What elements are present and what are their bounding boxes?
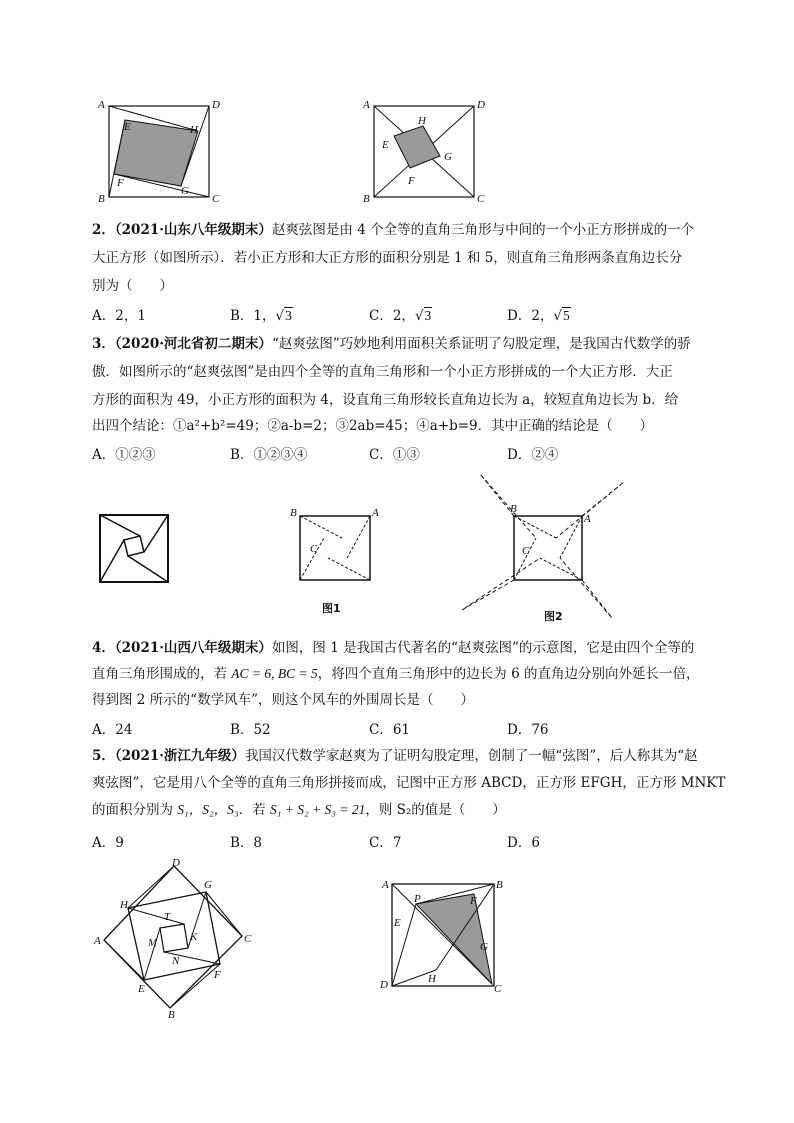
label-E: E bbox=[394, 917, 401, 929]
q5-option-b[interactable]: B．8 bbox=[230, 835, 263, 851]
fig2-label-B: B bbox=[510, 503, 517, 515]
label-A: A bbox=[382, 879, 389, 891]
q2-option-d[interactable]: D．2，√5 bbox=[507, 308, 570, 324]
q5-options bbox=[92, 831, 712, 851]
q3-option-c[interactable]: C．①③ bbox=[369, 447, 420, 463]
label-A: A bbox=[94, 935, 101, 947]
q2-line-1 bbox=[92, 220, 712, 240]
q3-option-b[interactable]: B．①②③④ bbox=[230, 447, 308, 463]
q3-line-2: 傲．如图所示的“赵爽弦图”是由四个全等的直角三角形和一个小正方形拼成的一个大正方形．大正 bbox=[92, 364, 673, 380]
q4-option-d[interactable]: D．76 bbox=[507, 722, 549, 738]
fig2-label-C: C bbox=[522, 545, 530, 557]
label-G: G bbox=[444, 151, 452, 163]
label-G: G bbox=[181, 185, 189, 197]
q5-option-c[interactable]: C．7 bbox=[369, 835, 402, 851]
q4-options bbox=[92, 718, 712, 738]
fig2-caption: 图2 bbox=[544, 610, 563, 623]
q3-number: 3． bbox=[92, 336, 115, 352]
q4-source: （2021·山西八年级期末） bbox=[114, 640, 272, 656]
q5-text: 我国汉代数学家赵爽为了证明勾股定理，创制了一幅“弦图”，后人称其为“赵 bbox=[244, 748, 698, 764]
label-F: F bbox=[214, 969, 221, 981]
label-P: P bbox=[414, 893, 421, 905]
label-K: K bbox=[190, 931, 198, 943]
label-H: H bbox=[428, 973, 436, 985]
q4-text: 如图，图 1 是我国古代著名的“赵爽弦图”的示意图，它是由四个全等的 bbox=[271, 640, 695, 656]
q3-option-a[interactable]: A．①②③ bbox=[92, 447, 156, 463]
q3-option-d[interactable]: D．②④ bbox=[507, 447, 559, 463]
label-B: B bbox=[168, 1009, 175, 1021]
fig1-label-A: A bbox=[372, 507, 379, 519]
q3-options bbox=[92, 443, 712, 463]
fig1-label-C: C bbox=[310, 543, 318, 555]
q4-line-3: 得到图 2 所示的“数学风车”，则这个风车的外围周长是（ ） bbox=[92, 692, 474, 708]
q5-number: 5． bbox=[92, 748, 115, 764]
label-C: C bbox=[212, 193, 220, 205]
label-A: A bbox=[98, 99, 105, 111]
q4-number: 4． bbox=[92, 640, 115, 656]
q3-line-3: 方形的面积为 49，小正方形的面积为 4，设直角三角形较长直角边长为 a，较短直角边长为 b．给 bbox=[92, 392, 679, 408]
label-E: E bbox=[138, 983, 145, 995]
figure-q4-fig2 bbox=[452, 470, 632, 622]
label-E: E bbox=[124, 121, 131, 133]
q3-source: （2020·河北省初二期末） bbox=[114, 336, 272, 352]
label-C: C bbox=[244, 933, 252, 945]
label-D: D bbox=[212, 99, 220, 111]
label-E: E bbox=[382, 139, 389, 151]
q4-option-c[interactable]: C．61 bbox=[369, 722, 411, 738]
label-F: F bbox=[470, 895, 477, 907]
label-T: T bbox=[164, 911, 171, 923]
figure-top-right bbox=[360, 96, 490, 206]
label-N: N bbox=[172, 955, 180, 967]
figure-q5-left bbox=[92, 856, 262, 1020]
q4-line-1 bbox=[92, 638, 712, 658]
q3-line-1 bbox=[92, 334, 712, 354]
q2-options bbox=[92, 304, 712, 324]
fig1-caption: 图1 bbox=[322, 602, 341, 615]
q2-number: 2． bbox=[92, 222, 115, 238]
label-B: B bbox=[98, 193, 105, 205]
label-C: C bbox=[477, 193, 485, 205]
figure-q3-pinwheel bbox=[96, 510, 172, 586]
label-G: G bbox=[204, 879, 212, 891]
label-F: F bbox=[117, 177, 124, 189]
label-F: F bbox=[408, 175, 415, 187]
label-D: D bbox=[172, 857, 180, 869]
label-M: M bbox=[148, 937, 158, 949]
figure-top-left bbox=[95, 96, 225, 204]
q2-option-b[interactable]: B．1，√3 bbox=[230, 308, 292, 324]
label-H: H bbox=[190, 124, 198, 136]
q2-option-a[interactable]: A．2，1 bbox=[92, 308, 146, 324]
q4-math: AC = 6, BC = 5 bbox=[231, 666, 318, 681]
label-A: A bbox=[363, 99, 370, 111]
q5-source: （2021·浙江九年级） bbox=[114, 748, 245, 764]
figure-q4-fig1 bbox=[286, 500, 382, 616]
q2-line-2: 大正方形（如图所示）．若小正方形和大正方形的面积分别是 1 和 5，则直角三角形两条直角边长分 bbox=[92, 250, 683, 266]
q5-option-a[interactable]: A．9 bbox=[92, 835, 124, 851]
label-H: H bbox=[120, 899, 128, 911]
label-H: H bbox=[418, 115, 426, 127]
label-B: B bbox=[496, 879, 503, 891]
label-D: D bbox=[477, 99, 485, 111]
q5-option-d[interactable]: D．6 bbox=[507, 835, 540, 851]
fig2-label-A: A bbox=[584, 513, 591, 525]
q3-line-4: 出四个结论：①a²+b²=49；②a-b=2；③2ab=45；④a+b=9．其中正确的结论是（ ） bbox=[92, 418, 654, 434]
label-C: C bbox=[494, 983, 502, 995]
q2-source: （2021·山东八年级期末） bbox=[114, 222, 272, 238]
q2-text: 赵爽弦图是由 4 个全等的直角三角形与中间的一个小正方形拼成的一个 bbox=[271, 222, 695, 238]
q4-option-b[interactable]: B．52 bbox=[230, 722, 271, 738]
label-G: G bbox=[480, 941, 488, 953]
q5-line-3: 的面积分别为 S₁，S₂，S₃．若 S₁ + S₂ + S₃ = 21，则 S₂的值是（ ） bbox=[92, 802, 506, 818]
q4-line-2: 直角三角形围成的，若 AC = 6, BC = 5，将四个直角三角形中的边长为 6 的直角边分别向外延长一倍， bbox=[92, 666, 700, 682]
label-B: B bbox=[363, 193, 370, 205]
q5-line-1 bbox=[92, 746, 712, 766]
q3-text: “赵爽弦图”巧妙地利用面积关系证明了勾股定理，是我国古代数学的骄 bbox=[271, 336, 691, 352]
figure-q5-right bbox=[374, 874, 514, 998]
label-D: D bbox=[380, 979, 388, 991]
q5-line-2: 爽弦图”，它是用八个全等的直角三角形拼接而成，记图中正方形 ABCD，正方形 EFGH，正方形 MNKT bbox=[92, 775, 726, 791]
q4-option-a[interactable]: A．24 bbox=[92, 722, 133, 738]
q2-line-3: 别为（ ） bbox=[92, 278, 173, 294]
fig1-label-B: B bbox=[290, 507, 297, 519]
q2-option-c[interactable]: C．2，√3 bbox=[369, 308, 432, 324]
